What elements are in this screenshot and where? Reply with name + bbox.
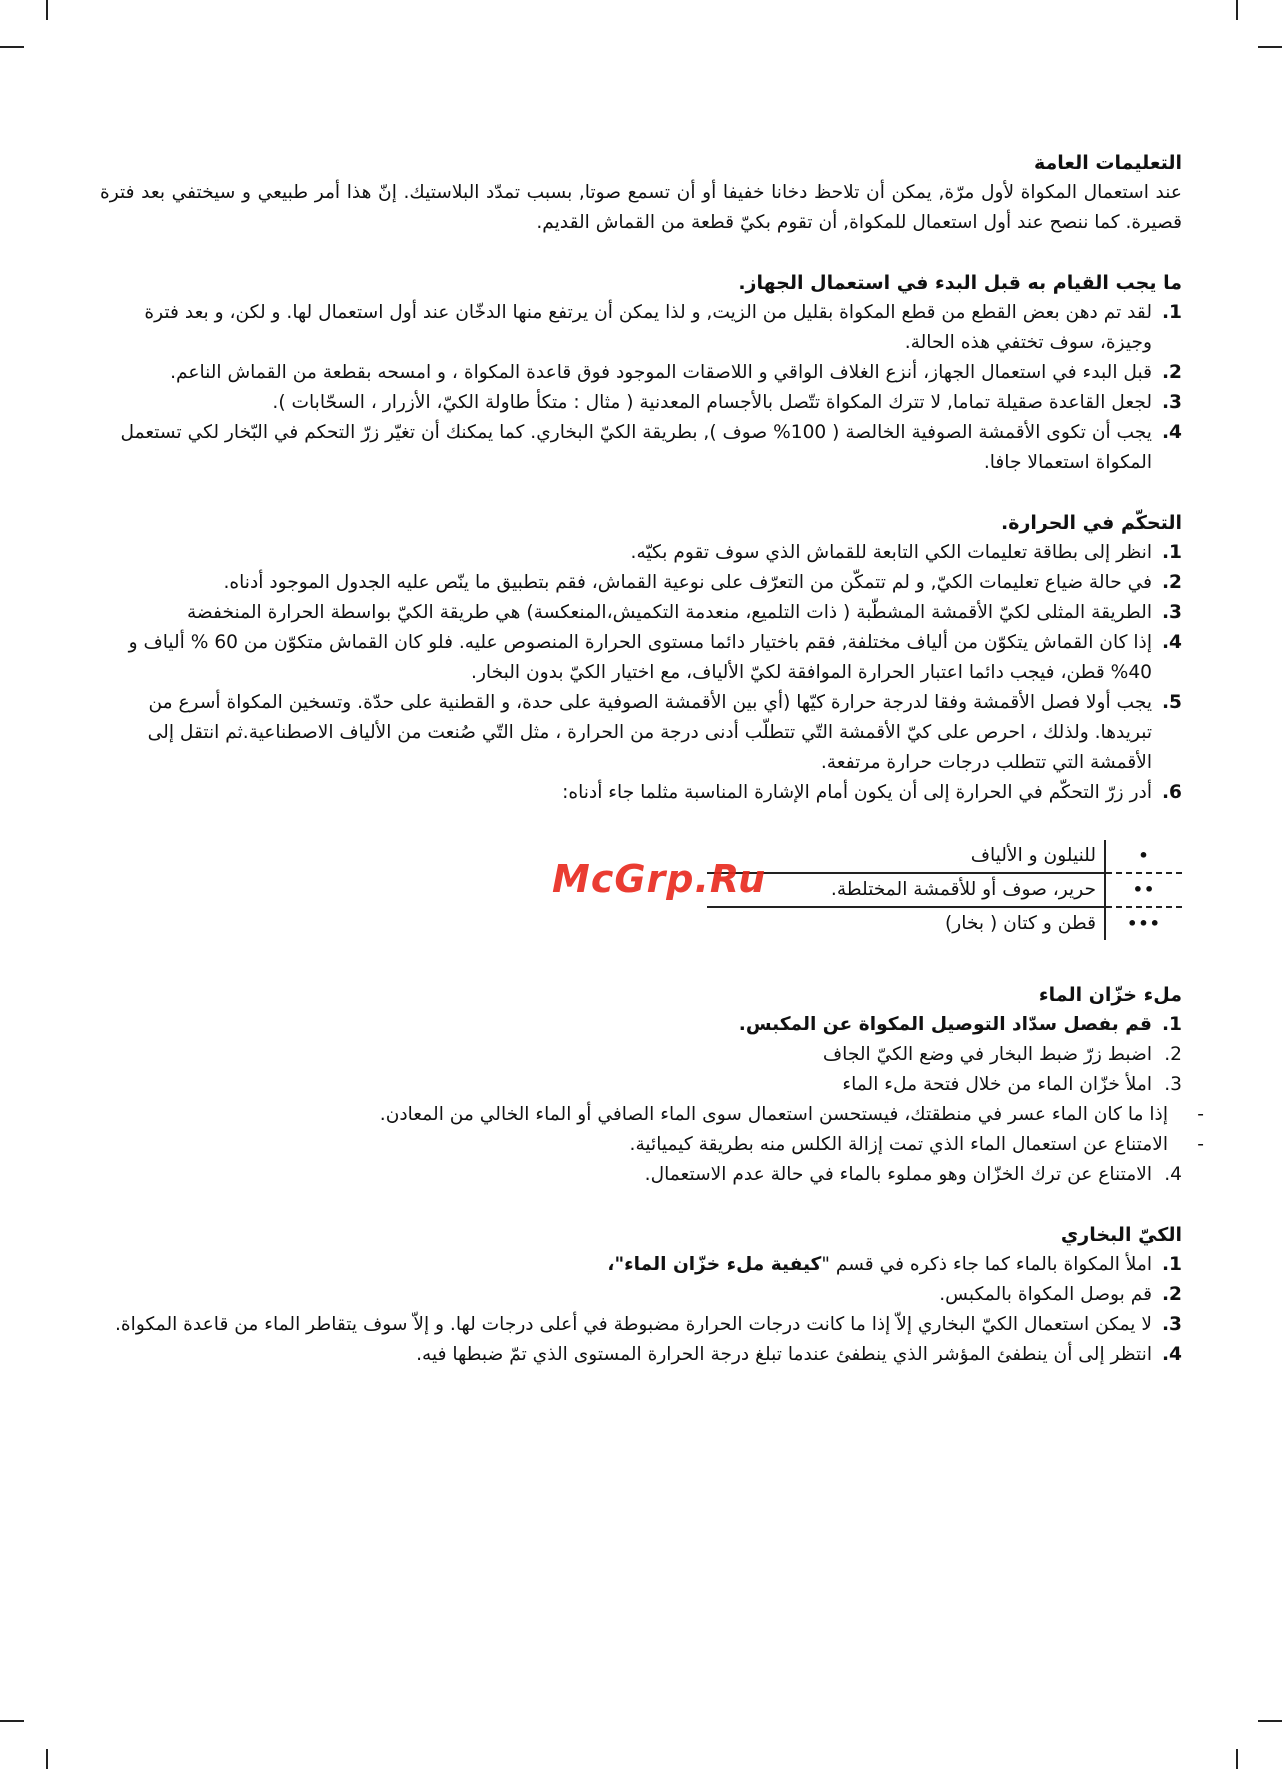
numbered-list bbox=[100, 538, 1182, 808]
general-instructions bbox=[100, 148, 1182, 238]
list-item bbox=[100, 418, 1182, 478]
list-item bbox=[100, 358, 1182, 388]
dial-dots: ••• bbox=[1105, 907, 1182, 940]
list-item bbox=[100, 1040, 1182, 1070]
section-title: ملء خزّان الماء bbox=[1038, 984, 1182, 1006]
item-text: لقد تم دهن بعض القطع من قطع المكواة بقليل من الزيت, و لذا يمكن أن يرتفع منها الدخّان عند أول استعمال لها. و لكن، و بعد فترة وجيزة، سوف تختفي هذه الحالة. bbox=[144, 302, 1152, 353]
list-item bbox=[100, 1070, 1182, 1100]
water-tank-section bbox=[100, 980, 1204, 1190]
dial-dots: • bbox=[1105, 840, 1182, 873]
item-text: الامتناع عن ترك الخزّان وهو مملوء بالماء في حالة عدم الاستعمال. bbox=[644, 1164, 1152, 1185]
item-text: الطريقة المثلى لكيّ الأقمشة المشطّبة ( ذات التلميع، منعدمة التكميش،المنعكسة) هي طريقة الكيّ بواسطة الحرارة المنخفضة bbox=[186, 602, 1152, 623]
crop-mark bbox=[1236, 0, 1238, 20]
item-text: يجب أن تكوى الأقمشة الصوفية الخالصة ( 100% صوف ), بطريقة الكيّ البخاري. كما يمكنك أن تغيّر زرّ التحكم في البّخار لكي تستعمل المكواة استعمالا جافا. bbox=[120, 422, 1152, 473]
numbered-list bbox=[100, 1010, 1182, 1100]
dash-mark: - bbox=[1197, 1104, 1204, 1125]
item-text: يجب أولا فصل الأقمشة وفقا لدرجة حرارة كيّها (أي بين الأقمشة الصوفية على حدة، و القطنية على حدّة. وتسخين المكواة أسرع من تبريدها. ولذلك ، احرص على كيّ الأقمشة التّي تتطلّب أدنى درجة من الحرارة ، مثل التّي صُنعت من الألياف الاصطناعية.ثم انتقل إلى الأقمشة التي تتطلب درجات حرارة مرتفعة. bbox=[147, 692, 1152, 773]
list-item bbox=[100, 1160, 1182, 1190]
item-text: إذا كان القماش يتكوّن من ألياف مختلفة, فقم باختيار دائما مستوى الحرارة المنصوص عليه. فلو كان القماش متكوّن من 60 % ألياف و 40% قطن، فيجب دائما اعتبار الحرارة الموافقة لكيّ الألياف، مع اختيار الكيّ بدون البخار. bbox=[128, 632, 1152, 683]
item-number: 1. bbox=[1161, 1254, 1182, 1275]
crop-mark bbox=[1258, 46, 1282, 48]
item-number: 5. bbox=[1161, 692, 1182, 713]
item-number: 3. bbox=[1161, 392, 1182, 413]
numbered-list bbox=[100, 298, 1182, 478]
table-row bbox=[707, 907, 1182, 940]
item-number: 4. bbox=[1161, 632, 1182, 653]
item-text: لجعل القاعدة صقيلة تماما, لا تترك المكواة تتّصل بالأجسام المعدنية ( مثال : متكأ طاولة الكيّ، الأزرار ، السحّابات ). bbox=[272, 392, 1152, 413]
crop-mark bbox=[1236, 1749, 1238, 1769]
list-item bbox=[100, 688, 1182, 778]
temperature-table bbox=[707, 840, 1182, 940]
table-row bbox=[707, 873, 1182, 907]
fabric-label: قطن و كتان ( بخار) bbox=[944, 913, 1096, 934]
section-title: التحكّم في الحرارة. bbox=[1001, 512, 1182, 534]
item-text: قبل البدء في استعمال الجهاز، أنزع الغلاف الواقي و اللاصقات الموجود فوق قاعدة المكواة ، و امسحه بقطعة من القماش الناعم. bbox=[170, 362, 1152, 383]
crop-mark bbox=[46, 0, 48, 20]
item-number: 4. bbox=[1161, 422, 1182, 443]
item-text: الامتناع عن استعمال الماء الذي تمت إزالة الكلس منه بطريقة كيميائية. bbox=[629, 1134, 1168, 1155]
item-number: 2. bbox=[1161, 1284, 1182, 1305]
item-number: 4. bbox=[1164, 1164, 1182, 1185]
item-text: املأ المكواة بالماء كما جاء ذكره في قسم " bbox=[821, 1254, 1152, 1275]
steam-ironing-section bbox=[100, 1220, 1182, 1370]
table-row bbox=[707, 840, 1182, 873]
list-item bbox=[100, 1010, 1182, 1040]
numbered-list bbox=[100, 1160, 1182, 1190]
item-text: اضبط زرّ ضبط البخار في وضع الكيّ الجاف bbox=[822, 1044, 1152, 1065]
item-number: 2. bbox=[1161, 362, 1182, 383]
item-text: انتظر إلى أن ينطفئ المؤشر الذي ينطفئ عندما تبلغ درجة الحرارة المستوى الذي تمّ ضبطها فيه. bbox=[416, 1344, 1152, 1365]
item-text: "، bbox=[607, 1254, 625, 1275]
watermark: McGrp.Ru bbox=[552, 857, 767, 901]
item-number: 2. bbox=[1161, 572, 1182, 593]
item-number: 1. bbox=[1161, 1014, 1182, 1035]
list-item bbox=[100, 538, 1182, 568]
item-text: قم بوصل المكواة بالمكبس. bbox=[939, 1284, 1152, 1305]
list-item bbox=[100, 778, 1182, 808]
item-text: لا يمكن استعمال الكيّ البخاري إلاّ إذا ما كانت درجات الحرارة مضبوطة في أعلى درجات لها. و إلاّ سوف يتقاطر الماء من قاعدة المكواة. bbox=[115, 1314, 1152, 1335]
list-item bbox=[100, 1340, 1182, 1370]
numbered-list bbox=[100, 1250, 1182, 1370]
item-number: 4. bbox=[1161, 1344, 1182, 1365]
before-use-section bbox=[100, 268, 1182, 478]
crop-mark bbox=[0, 46, 24, 48]
list-item bbox=[100, 1100, 1206, 1130]
item-text: إذا ما كان الماء عسر في منطقتك، فيستحسن استعمال سوى الماء الصافي أو الماء الخالي من المعادن. bbox=[379, 1104, 1168, 1125]
list-item bbox=[100, 298, 1182, 358]
item-number: 3. bbox=[1161, 602, 1182, 623]
item-text: أدر زرّ التحكّم في الحرارة إلى أن يكون أمام الإشارة المناسبة مثلما جاء أدناه: bbox=[562, 782, 1152, 803]
item-number: 6. bbox=[1161, 782, 1182, 803]
section-title: الكيّ البخاري bbox=[1060, 1224, 1182, 1246]
dash-list bbox=[100, 1100, 1206, 1160]
list-item bbox=[100, 1310, 1182, 1340]
dash-mark: - bbox=[1197, 1134, 1204, 1155]
item-number: 1. bbox=[1161, 542, 1182, 563]
section-title: التعليمات العامة bbox=[1033, 152, 1182, 174]
list-item bbox=[100, 598, 1182, 628]
document-page bbox=[100, 148, 1204, 1400]
crop-mark bbox=[0, 1720, 24, 1722]
fabric-label: للنيلون و الألياف bbox=[707, 840, 1105, 873]
item-text: انظر إلى بطاقة تعليمات الكي التابعة للقماش الذي سوف تقوم بكيّه. bbox=[630, 542, 1152, 563]
paragraph: عند استعمال المكواة لأول مرّة, يمكن أن تلاحظ دخانا خفيفا أو أن تسمع صوتا, بسبب تمدّد البلاستيك. إنّ هذا أمر طبيعي و سيختفي بعد فترة قصيرة. كما ننصح عند أول استعمال للمكواة, أن تقوم بكيّ قطعة من القماش القديم. bbox=[100, 182, 1182, 233]
list-item bbox=[100, 568, 1182, 598]
item-text: قم بفصل سدّاد التوصيل المكواة عن المكبس. bbox=[738, 1014, 1152, 1035]
dial-dots: •• bbox=[1105, 873, 1182, 907]
list-item bbox=[100, 1130, 1206, 1160]
fabric-label: حرير، صوف أو للأقمشة المختلطة. bbox=[707, 873, 1105, 907]
item-number: 3. bbox=[1164, 1074, 1182, 1095]
crop-mark bbox=[46, 1749, 48, 1769]
list-item bbox=[100, 1280, 1182, 1310]
list-item bbox=[100, 388, 1182, 418]
item-text-bold: كيفية ملء خزّان الماء bbox=[624, 1254, 822, 1275]
item-number: 3. bbox=[1161, 1314, 1182, 1335]
list-item bbox=[100, 628, 1182, 688]
item-text: املأ خزّان الماء من خلال فتحة ملء الماء bbox=[842, 1074, 1152, 1095]
crop-mark bbox=[1258, 1720, 1282, 1722]
item-number: 2. bbox=[1164, 1044, 1182, 1065]
item-number: 1. bbox=[1161, 302, 1182, 323]
section-title: ما يجب القيام به قبل البدء في استعمال الجهاز. bbox=[738, 272, 1182, 294]
item-text: في حالة ضياع تعليمات الكيّ, و لم تتمكّن من التعرّف على نوعية القماش، فقم بتطبيق ما ينّص عليه الجدول الموجود أدناه. bbox=[223, 572, 1152, 593]
list-item bbox=[100, 1250, 1182, 1280]
